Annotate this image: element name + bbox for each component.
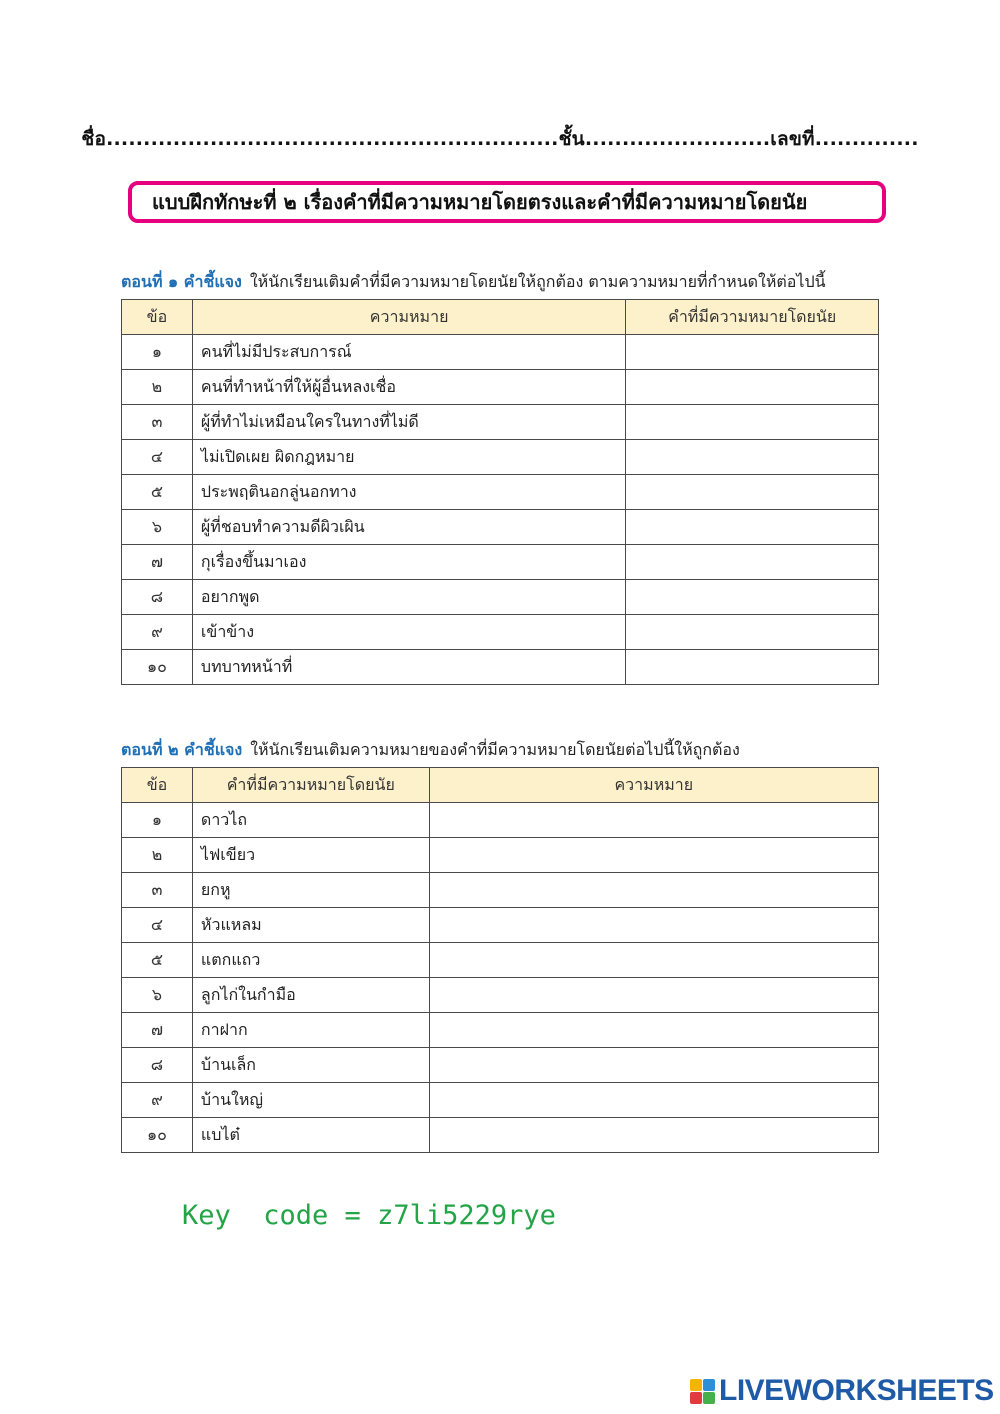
table-row	[122, 873, 879, 908]
part2-table	[121, 767, 879, 1153]
row-text: หัวแหลม	[192, 908, 429, 943]
answer-cell[interactable]	[429, 908, 878, 943]
key-code: Key code = z7li5229rye	[182, 1200, 556, 1231]
part1-instruction-text: ให้นักเรียนเติมคำที่มีความหมายโดยนัยให้ถูกต้อง ตามความหมายที่กำหนดให้ต่อไปนี้	[249, 272, 826, 291]
row-number: ๓	[122, 873, 193, 908]
answer-cell[interactable]	[429, 1048, 878, 1083]
answer-cell[interactable]	[429, 803, 878, 838]
row-text: บ้านเล็ก	[192, 1048, 429, 1083]
answer-cell[interactable]	[626, 510, 879, 545]
row-text: อยากพูด	[192, 580, 625, 615]
table-header-row	[122, 300, 879, 335]
row-text: ไม่เปิดเผย ผิดกฎหมาย	[192, 440, 625, 475]
table-row	[122, 1083, 879, 1118]
answer-cell[interactable]	[429, 1083, 878, 1118]
table-row	[122, 335, 879, 370]
row-number: ๔	[122, 908, 193, 943]
row-text: เข้าข้าง	[192, 615, 625, 650]
part2-instruction-text: ให้นักเรียนเติมความหมายของคำที่มีความหมายโดยนัยต่อไปนี้ให้ถูกต้อง	[250, 740, 740, 759]
row-number: ๒	[122, 370, 193, 405]
row-number: ๑๐	[122, 650, 193, 685]
table-row	[122, 908, 879, 943]
worksheet-title-text: แบบฝึกทักษะที่ ๒ เรื่องคำที่มีความหมายโดยตรงและคำที่มีความหมายโดยนัย	[152, 190, 808, 214]
row-number: ๗	[122, 545, 193, 580]
icon-square	[703, 1392, 715, 1404]
table-row	[122, 943, 879, 978]
row-number: ๓	[122, 405, 193, 440]
table-row	[122, 838, 879, 873]
row-number: ๕	[122, 943, 193, 978]
table-row	[122, 1013, 879, 1048]
answer-cell[interactable]	[626, 440, 879, 475]
row-number: ๑	[122, 335, 193, 370]
column-header-number: ข้อ	[122, 768, 193, 803]
column-header-meaning: ความหมาย	[192, 300, 625, 335]
row-number: ๑	[122, 803, 193, 838]
row-number: ๔	[122, 440, 193, 475]
icon-square	[690, 1392, 702, 1404]
row-number: ๑๐	[122, 1118, 193, 1153]
answer-cell[interactable]	[626, 615, 879, 650]
answer-cell[interactable]	[626, 370, 879, 405]
answer-cell[interactable]	[626, 405, 879, 440]
column-header-meaning: ความหมาย	[429, 768, 878, 803]
answer-cell[interactable]	[429, 873, 878, 908]
brand-name: LIVEWORKSHEETS	[719, 1374, 994, 1407]
row-text: แบไต๋	[192, 1118, 429, 1153]
column-header-connotative-word: คำที่มีความหมายโดยนัย	[192, 768, 429, 803]
row-number: ๗	[122, 1013, 193, 1048]
student-info-line: ชื่อ.............................................................ชั้น.........................เลขที่..............	[81, 128, 919, 150]
answer-cell[interactable]	[429, 1013, 878, 1048]
row-text: กาฝาก	[192, 1013, 429, 1048]
table-row	[122, 580, 879, 615]
column-header-connotative-word: คำที่มีความหมายโดยนัย	[626, 300, 879, 335]
table-row	[122, 545, 879, 580]
answer-cell[interactable]	[626, 475, 879, 510]
row-text: ผู้ที่ชอบทำความดีผิวเผิน	[192, 510, 625, 545]
row-text: บ้านใหญ่	[192, 1083, 429, 1118]
answer-cell[interactable]	[429, 978, 878, 1013]
table-row	[122, 510, 879, 545]
row-number: ๙	[122, 615, 193, 650]
part1-instruction	[121, 270, 826, 295]
row-number: ๘	[122, 1048, 193, 1083]
table-row	[122, 405, 879, 440]
row-number: ๖	[122, 510, 193, 545]
row-number: ๕	[122, 475, 193, 510]
liveworksheets-icon	[690, 1379, 715, 1404]
part2-label: ตอนที่ ๒ คำชี้แจง	[121, 740, 243, 759]
row-text: ลูกไก่ในกำมือ	[192, 978, 429, 1013]
row-text: กุเรื่องขึ้นมาเอง	[192, 545, 625, 580]
answer-cell[interactable]	[429, 943, 878, 978]
row-number: ๖	[122, 978, 193, 1013]
icon-square	[703, 1379, 715, 1391]
table-row	[122, 978, 879, 1013]
row-text: บทบาทหน้าที่	[192, 650, 625, 685]
answer-cell[interactable]	[626, 580, 879, 615]
row-number: ๙	[122, 1083, 193, 1118]
answer-cell[interactable]	[429, 1118, 878, 1153]
row-text: ผู้ที่ทำไม่เหมือนใครในทางที่ไม่ดี	[192, 405, 625, 440]
icon-square	[690, 1379, 702, 1391]
row-text: คนที่ไม่มีประสบการณ์	[192, 335, 625, 370]
worksheet-title	[128, 181, 886, 223]
table-row	[122, 475, 879, 510]
table-row	[122, 440, 879, 475]
row-number: ๘	[122, 580, 193, 615]
answer-cell[interactable]	[626, 335, 879, 370]
table-row	[122, 615, 879, 650]
table-row	[122, 650, 879, 685]
part1-table	[121, 299, 879, 685]
table-row	[122, 1048, 879, 1083]
answer-cell[interactable]	[626, 545, 879, 580]
table-header-row	[122, 768, 879, 803]
part1-label: ตอนที่ ๑ คำชี้แจง	[121, 272, 242, 291]
table-row	[122, 1118, 879, 1153]
row-text: ประพฤตินอกลู่นอกทาง	[192, 475, 625, 510]
table-row	[122, 370, 879, 405]
part2-instruction	[121, 738, 740, 763]
row-number: ๒	[122, 838, 193, 873]
row-text: ดาวไถ	[192, 803, 429, 838]
answer-cell[interactable]	[626, 650, 879, 685]
row-text: ยกหู	[192, 873, 429, 908]
brand-logo	[690, 1374, 994, 1408]
table-row	[122, 803, 879, 838]
row-text: ไฟเขียว	[192, 838, 429, 873]
column-header-number: ข้อ	[122, 300, 193, 335]
row-text: แตกแถว	[192, 943, 429, 978]
row-text: คนที่ทำหน้าที่ให้ผู้อื่นหลงเชื่อ	[192, 370, 625, 405]
answer-cell[interactable]	[429, 838, 878, 873]
